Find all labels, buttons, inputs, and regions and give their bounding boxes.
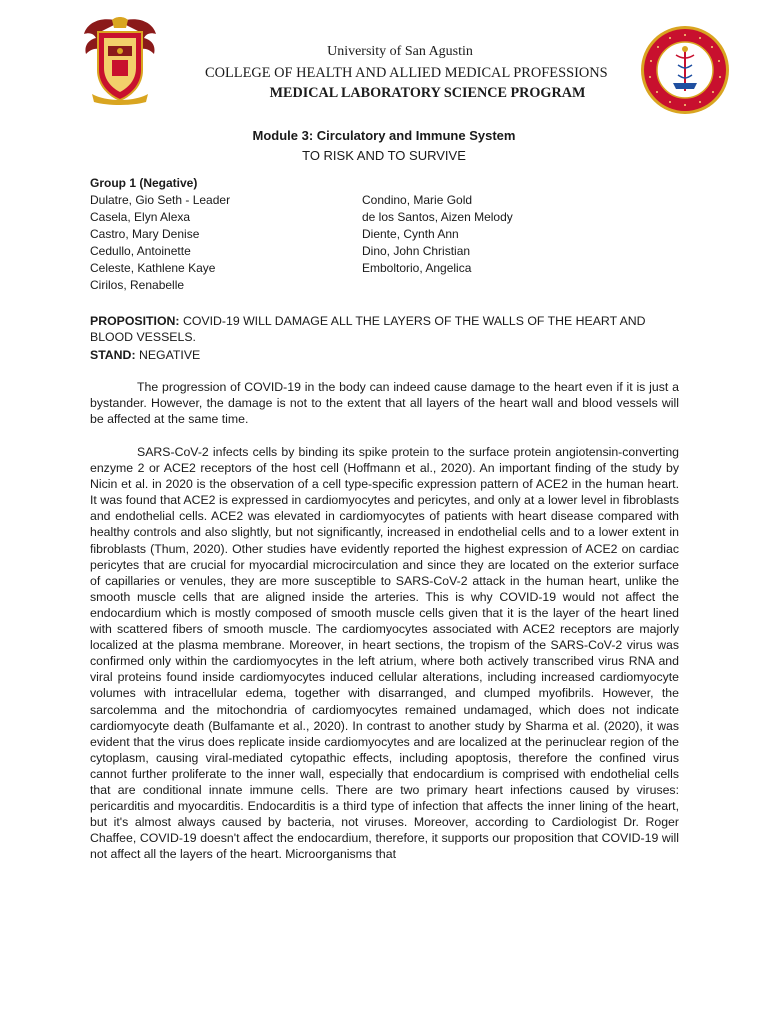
body-paragraph-1: The progression of COVID-19 in the body can indeed cause damage to the heart even if it is just a bystander. However, the damage is not to the extent that all layers of the heart wall and blood vessels will be affected at the same time. — [90, 380, 679, 427]
member-name: Diente, Cynth Ann — [362, 227, 459, 241]
program-name: MEDICAL LABORATORY SCIENCE PROGRAM — [269, 85, 586, 101]
member-name: Castro, Mary Denise — [90, 227, 200, 241]
university-name: University of San Agustin — [327, 44, 473, 59]
members-list-left — [90, 192, 230, 294]
member-name: Celeste, Kathlene Kaye — [90, 261, 216, 275]
member-name: Cedullo, Antoinette — [90, 244, 191, 258]
proposition-label: PROPOSITION: — [90, 314, 180, 328]
group-title: Group 1 (Negative) — [90, 176, 198, 190]
member-name: Condino, Marie Gold — [362, 193, 473, 207]
member-name: Cirilos, Renabelle — [90, 278, 185, 292]
university-seal-icon — [82, 16, 158, 106]
stand — [90, 347, 200, 363]
member-name: Dulatre, Gio Seth - Leader — [90, 193, 231, 207]
member-name: Casela, Elyn Alexa — [90, 210, 191, 224]
stand-value: NEGATIVE — [138, 348, 201, 362]
module-title: Module 3: Circulatory and Immune System — [252, 128, 516, 143]
member-name: Emboltorio, Angelica — [362, 261, 472, 275]
college-name: COLLEGE OF HEALTH AND ALLIED MEDICAL PROFESSIONS — [205, 65, 608, 81]
member-name: de los Santos, Aizen Melody — [362, 210, 513, 224]
proposition-text: COVID-19 WILL DAMAGE ALL THE LAYERS OF THE WALLS OF THE HEART AND BLOOD VESSELS. — [90, 314, 646, 344]
member-name: Dino, John Christian — [362, 244, 471, 258]
proposition — [90, 313, 680, 345]
body-paragraph-2: SARS-CoV-2 infects cells by binding its spike protein to the surface protein angiotensin-converting enzyme 2 or ACE2 receptors of the host cell (Hoffmann et al., 2020). An important finding of the study by Nicin et al. in 2020 is the observation of a cell type-specific expression pattern of ACE2 in the human heart. It was found that ACE2 is expressed in cardiomyocytes and pericytes, and only at a lower level in fibroblasts and endothelial cells. ACE2 was elevated in cardiomyocytes of patients with heart disease compared with healthy controls and also slightly, but not significantly, increased in endothelial cells and to a lower extent in fibroblasts (Thum, 2020). Other studies have evidently reported the highest expression of ACE2 on cardiac pericytes that are crucial for myocardial microcirculation and since they are located on the exterior surface of capillaries or venules, they are more susceptible to SARS-CoV-2 attack in the human heart, unlike the smooth muscle cells that are aligned inside the arteries. This is why COVID-19 would not affect the endocardium which is mostly composed of smooth muscle cells given that it is the layer of the heart lined with scattered fibers of smooth muscle. The cardiomyocytes associated with ACE2 receptors are majorly localized at the plasma membrane. Moreover, in heart sections, the tropism of the SARS-CoV-2 virus was confirmed only within the cardiomyocytes in the left atrium, where both actively transcribed virus RNA and viral proteins found inside cardiomyocytes induced cellular alterations, including increased cardiomyocyte volumes with intracellular edema, together with disarranged, and clumped myofibrils. However, the sarcolemma and the mitochondria of cardiomyocytes remained undamaged, which does not indicate cardiomyocyte death (Bulfamante et al., 2020). In contrast to another study by Sharma et al. (2020), it was evident that the virus does replicate inside cardiomyocytes and are localized at the perinuclear region of the cytoplasm, causing viral-mediated cytopathic effects, including apoptosis, therefore the confined virus cannot further proliferate to the inner wall, especially that endocardium is comprised with endothelial cells that are conditional innate immune cells. There are two primary heart infections caused by viruses: pericarditis and myocarditis. Endocarditis is a third type of infection that affects the inner lining of the heart, but it's almost always caused by bacteria, not viruses. Moreover, according to Cardiologist Dr. Roger Chaffee, COVID-19 doesn't affect the endocardium, therefore, it supports our proposition that COVID-19 will not affect all the layers of the heart. Microorganisms that — [90, 445, 679, 862]
members-list-right — [362, 192, 513, 277]
stand-label: STAND: — [90, 348, 136, 362]
module-subtitle: TO RISK AND TO SURVIVE — [302, 148, 466, 163]
